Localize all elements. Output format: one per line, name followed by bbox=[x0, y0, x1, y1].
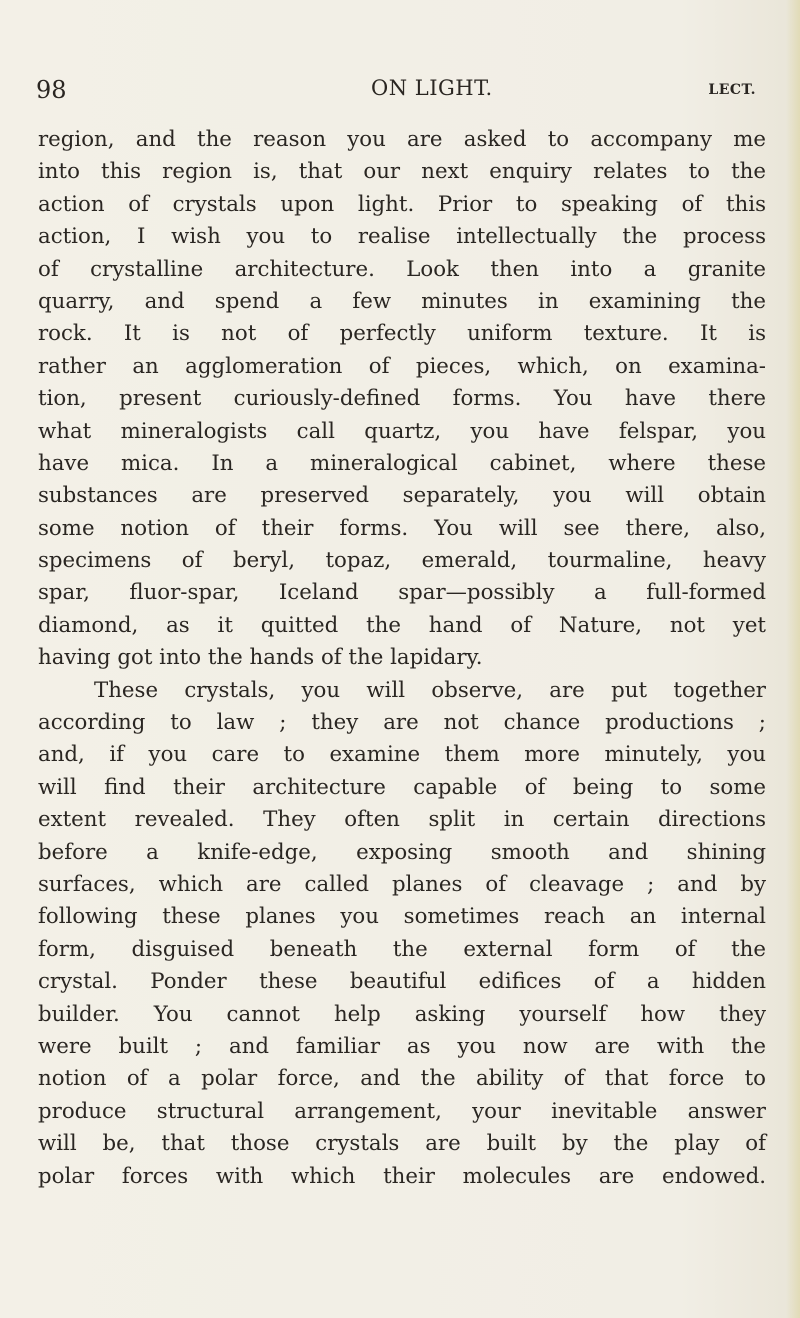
text-line: have mica. In a mineralogical cabinet, where these bbox=[38, 450, 766, 476]
page-edge bbox=[786, 0, 800, 1318]
text-line: having got into the hands of the lapidary. bbox=[38, 645, 483, 671]
running-head bbox=[36, 76, 756, 112]
text-line: rock. It is not of perfectly uniform texture. It is bbox=[38, 321, 766, 347]
text-line: will find their architecture capable of being to some bbox=[38, 774, 766, 800]
text-line: builder. You cannot help asking yourself how they bbox=[38, 1001, 766, 1027]
text-line: produce structural arrangement, your inevitable answer bbox=[38, 1098, 766, 1124]
text-line: tion, present curiously-defined forms. You have there bbox=[38, 386, 766, 412]
text-line: will be, that those crystals are built by the play of bbox=[38, 1131, 766, 1157]
text-line: rather an agglomeration of pieces, which, on examina- bbox=[38, 353, 766, 379]
text-line: into this region is, that our next enquiry relates to the bbox=[38, 159, 766, 185]
text-line: polar forces with which their molecules are endowed. bbox=[38, 1163, 766, 1189]
text-line: before a knife-edge, exposing smooth and shining bbox=[38, 839, 766, 865]
text-line: diamond, as it quitted the hand of Nature, not yet bbox=[38, 612, 766, 638]
text-line: These crystals, you will observe, are put together bbox=[94, 677, 766, 703]
text-line: and, if you care to examine them more minutely, you bbox=[38, 742, 766, 768]
text-line: action of crystals upon light. Prior to speaking of this bbox=[38, 191, 766, 217]
text-line: according to law ; they are not chance productions ; bbox=[38, 710, 766, 736]
text-line: surfaces, which are called planes of cleavage ; and by bbox=[38, 871, 766, 897]
section-mark: LECT. bbox=[708, 82, 756, 98]
page-number: 98 bbox=[36, 76, 67, 104]
text-line: quarry, and spend a few minutes in examining the bbox=[38, 288, 766, 314]
text-line: extent revealed. They often split in certain directions bbox=[38, 807, 766, 833]
text-line: spar, fluor-spar, Iceland spar—possibly a full-formed bbox=[38, 580, 766, 606]
text-line: specimens of beryl, topaz, emerald, tourmaline, heavy bbox=[38, 548, 766, 574]
text-line: of crystalline architecture. Look then into a granite bbox=[38, 256, 766, 282]
text-line: form, disguised beneath the external form of the bbox=[38, 936, 766, 962]
text-line: region, and the reason you are asked to accompany me bbox=[38, 127, 766, 152]
text-line: action, I wish you to realise intellectually the process bbox=[38, 224, 766, 250]
text-line: notion of a polar force, and the ability of that force to bbox=[38, 1066, 766, 1092]
body-text bbox=[38, 124, 766, 1193]
text-line: were built ; and familiar as you now are with the bbox=[38, 1033, 766, 1059]
text-line: what mineralogists call quartz, you have felspar, you bbox=[38, 418, 766, 444]
running-title: ON LIGHT. bbox=[371, 76, 493, 100]
text-line: crystal. Ponder these beautiful edifices of a hidden bbox=[38, 969, 766, 995]
text-line: substances are preserved separately, you will obtain bbox=[38, 483, 766, 509]
text-line: some notion of their forms. You will see there, also, bbox=[38, 515, 766, 541]
text-line: following these planes you sometimes reach an internal bbox=[38, 904, 766, 930]
